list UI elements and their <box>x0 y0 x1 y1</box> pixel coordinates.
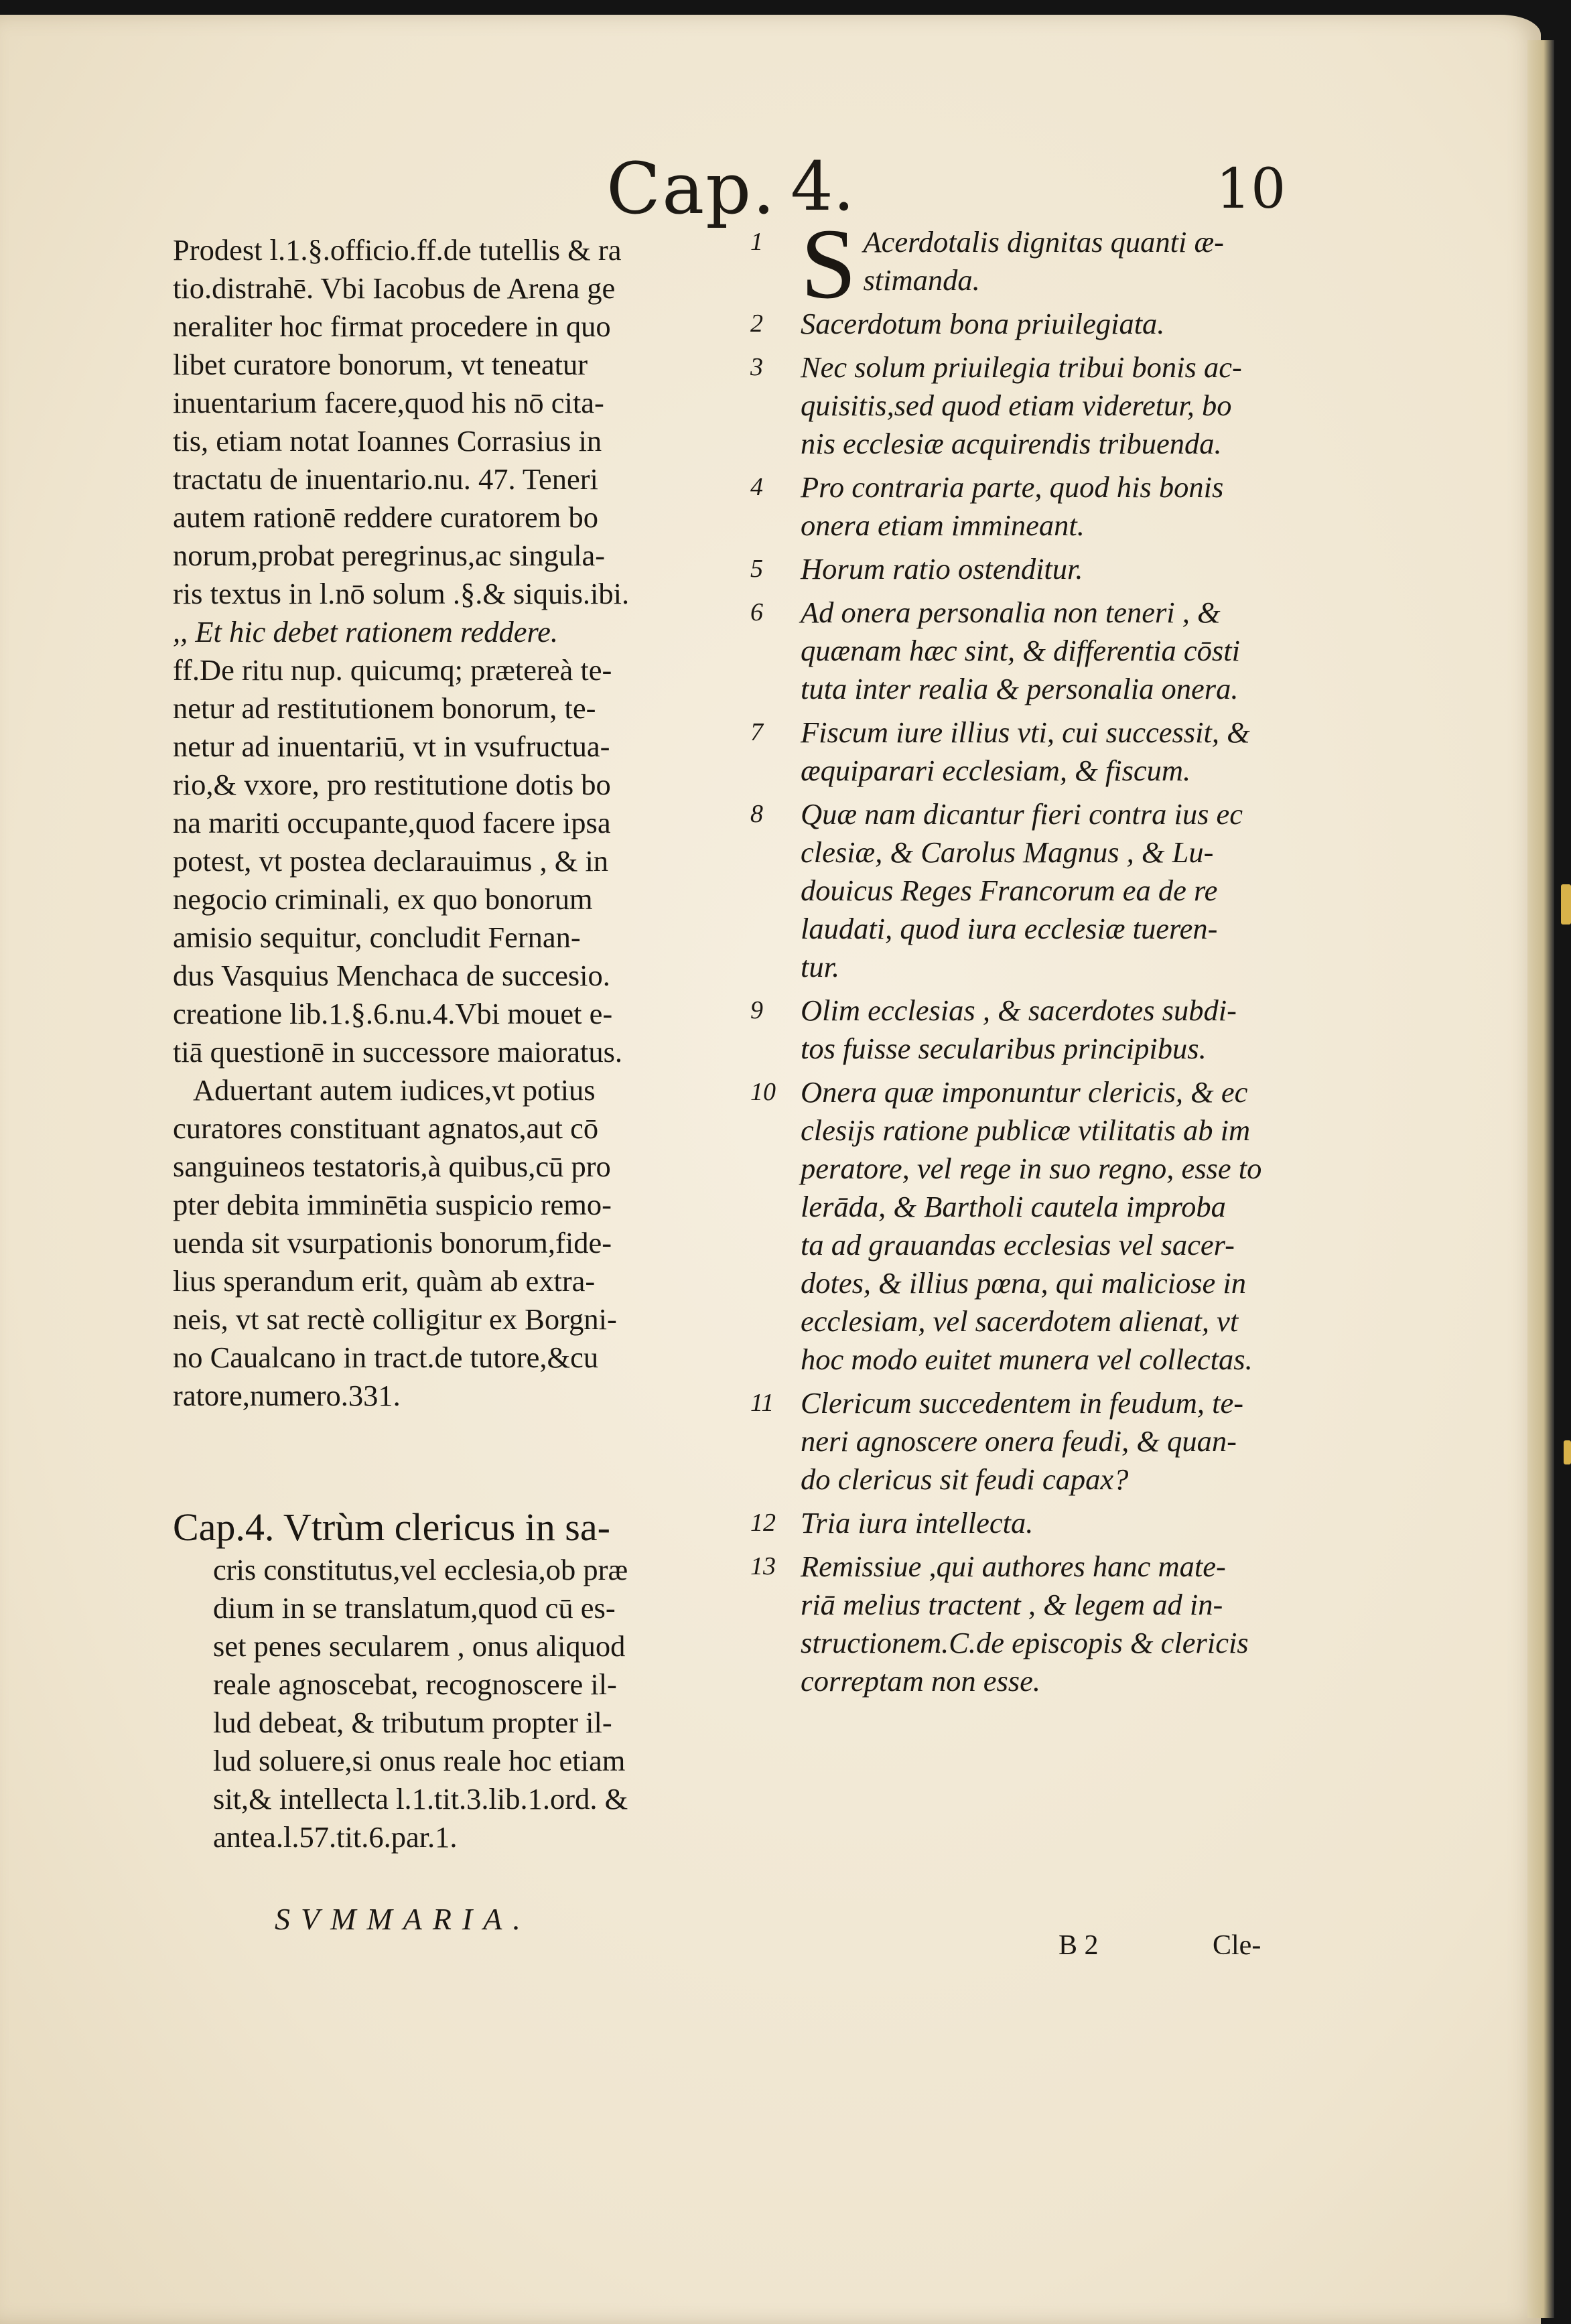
entry-number: 10 <box>750 1078 776 1106</box>
text-line: netur ad restitutionem bonorum, te- <box>173 691 596 725</box>
chapter-text-line: set penes secularem , onus aliquod <box>213 1629 626 1663</box>
text-line: rio,& vxore, pro restitutione dotis bo <box>173 768 611 801</box>
entry-line: lerāda, & Bartholi cautela improba <box>801 1190 1226 1223</box>
chapter-text-line: sit,& intellecta l.1.tit.3.lib.1.ord. & <box>213 1782 628 1816</box>
text-line: ,, Et hic debet rationem reddere. <box>173 615 559 648</box>
summaria-list <box>750 208 1487 1706</box>
chapter-text-line: antea.l.57.tit.6.par.1. <box>213 1820 458 1854</box>
text-line: negocio criminali, ex quo bonorum <box>173 882 593 916</box>
summaria-entry <box>750 348 1487 463</box>
page-edge <box>1527 40 1554 2318</box>
entry-line: Ad onera personalia non teneri , & <box>801 596 1221 629</box>
text-line: curatores constituant agnatos,aut cō <box>173 1111 599 1145</box>
chapter-number: 4. <box>791 147 855 226</box>
entry-line: ecclesiam, vel sacerdotem alienat, vt <box>801 1304 1239 1338</box>
entry-line: Onera quæ imponuntur clericis, & ec <box>801 1075 1248 1109</box>
entry-line: dotes, & illius pœna, qui maliciose in <box>801 1266 1247 1300</box>
entry-number: 6 <box>750 598 763 626</box>
entry-line: Tria iura intellecta. <box>801 1506 1034 1540</box>
summaria-entry <box>750 1384 1487 1499</box>
entry-line: clesijs ratione publicæ vtilitatis ab im <box>801 1113 1251 1147</box>
summaria-entry <box>750 1504 1487 1542</box>
summaria-entry <box>750 594 1487 708</box>
text-line: Aduertant autem iudices,vt potius <box>193 1073 596 1107</box>
entry-line: Quæ nam dicantur fieri contra ius ec <box>801 797 1243 831</box>
text-line: potest, vt postea declarauimus , & in <box>173 844 609 878</box>
text-line: tractatu de inuentario.nu. 47. Teneri <box>173 462 598 496</box>
summaria-entry <box>750 305 1487 343</box>
text-line: tis, etiam notat Ioannes Corrasius in <box>173 424 602 458</box>
text-line: tiā questionē in successore maioratus. <box>173 1035 623 1069</box>
text-line: neraliter hoc firmat procedere in quo <box>173 310 611 343</box>
text-line: inuentarium facere,quod his nō cita- <box>173 386 604 419</box>
entry-number: 12 <box>750 1509 776 1537</box>
summaria-entry <box>750 550 1487 588</box>
entry-number: 9 <box>750 996 763 1024</box>
signature-mark: B 2 <box>1058 1930 1099 1961</box>
entry-number: 1 <box>750 228 763 256</box>
entry-line: structionem.C.de episcopis & clericis <box>801 1626 1249 1659</box>
entry-number: 2 <box>750 310 763 338</box>
running-title: Cap. <box>606 147 776 230</box>
summaria-entry <box>750 795 1487 986</box>
entry-line: Clericum succedentem in feudum, te- <box>801 1386 1244 1420</box>
summaria-entry <box>750 1073 1487 1379</box>
left-column-text <box>173 231 709 1415</box>
text-line: ris textus in l.nō solum .§.& siquis.ibi. <box>173 577 630 610</box>
entry-line: ta ad grauandas ecclesias vel sacer- <box>801 1228 1235 1261</box>
entry-number: 3 <box>750 353 763 381</box>
summaria-entry <box>750 713 1487 790</box>
text-line: creatione lib.1.§.6.nu.4.Vbi mouet e- <box>173 997 613 1030</box>
entry-line: laudati, quod iura ecclesiæ tueren- <box>801 912 1218 945</box>
entry-line: Remissiue ,qui authores hanc mate- <box>801 1550 1226 1583</box>
entry-line: do clericus sit feudi capax? <box>801 1462 1129 1496</box>
entry-line: douicus Reges Francorum ea de re <box>801 874 1218 907</box>
text-line: norum,probat peregrinus,ac singula- <box>173 539 606 572</box>
chapter-text-line: cris constitutus,vel ecclesia,ob præ <box>213 1553 628 1586</box>
text-line: sanguineos testatoris,à quibus,cū pro <box>173 1150 611 1183</box>
text-line: tio.distrahē. Vbi Iacobus de Arena ge <box>173 271 616 305</box>
entry-number: 13 <box>750 1552 776 1580</box>
drop-cap: S <box>801 208 857 320</box>
entry-line: Fiscum iure illius vti, cui successit, & <box>801 715 1250 749</box>
entry-line: Acerdotalis dignitas quanti æ- <box>863 225 1224 259</box>
chapter-text-line: reale agnoscebat, recognoscere il- <box>213 1667 617 1701</box>
entry-line: Sacerdotum bona priuilegiata. <box>801 307 1165 340</box>
text-line: neis, vt sat rectè colligitur ex Borgni- <box>173 1302 617 1336</box>
entry-line: hoc modo euitet munera vel collectas. <box>801 1343 1253 1376</box>
entry-line: quisitis,sed quod etiam videretur, bo <box>801 389 1232 422</box>
summaria-entry <box>750 992 1487 1068</box>
entry-line: riā melius tractent , & legem ad in- <box>801 1588 1223 1621</box>
entry-line: correptam non esse. <box>801 1664 1040 1698</box>
catchword: Cle- <box>1213 1930 1261 1961</box>
page-tab <box>1561 884 1571 925</box>
chapter-heading <box>173 1504 722 1856</box>
entry-number: 8 <box>750 800 763 828</box>
summaria-entry <box>750 208 1487 320</box>
entry-line: tuta inter realia & personalia onera. <box>801 672 1239 705</box>
text-line: na mariti occupante,quod facere ipsa <box>173 806 611 839</box>
text-line: netur ad inuentariū, vt in vsufructua- <box>173 730 610 763</box>
folio-number: 10 <box>1216 157 1286 221</box>
entry-line: æquiparari ecclesiam, & fiscum. <box>801 754 1191 787</box>
text-line: autem rationē reddere curatorem bo <box>173 500 599 534</box>
text-line: no Caualcano in tract.de tutore,&cu <box>173 1341 599 1374</box>
entry-line: neri agnoscere onera feudi, & quan- <box>801 1424 1237 1458</box>
summaria-title: SVMMARIA. <box>275 1902 531 1936</box>
text-line: Prodest l.1.§.officio.ff.de tutellis & ra <box>173 233 622 267</box>
text-line: lius sperandum erit, quàm ab extra- <box>173 1264 596 1298</box>
entry-line: onera etiam immineant. <box>801 508 1085 542</box>
text-line: uenda sit vsurpationis bonorum,fide- <box>173 1226 612 1259</box>
summaria-entry <box>750 468 1487 545</box>
chapter-text-line: lud debeat, & tributum propter il- <box>213 1706 612 1739</box>
text-line: ratore,numero.331. <box>173 1379 401 1412</box>
chapter-text-line: dium in se translatum,quod cū es- <box>213 1591 616 1625</box>
entry-number: 5 <box>750 555 763 583</box>
entry-number: 4 <box>750 473 763 501</box>
entry-line: peratore, vel rege in suo regno, esse to <box>801 1152 1262 1185</box>
entry-line: Horum ratio ostenditur. <box>801 552 1083 586</box>
entry-number: 7 <box>750 718 763 746</box>
entry-line: stimanda. <box>863 263 980 297</box>
text-line: libet curatore bonorum, vt teneatur <box>173 348 588 381</box>
text-line: ff.De ritu nup. quicumq; prætereà te- <box>173 653 612 687</box>
entry-number: 11 <box>750 1389 774 1417</box>
entry-line: Olim ecclesias , & sacerdotes subdi- <box>801 994 1237 1027</box>
entry-line: nis ecclesiæ acquirendis tribuenda. <box>801 427 1222 460</box>
text-line: pter debita imminētia suspicio remo- <box>173 1188 612 1221</box>
entry-line: Pro contraria parte, quod his bonis <box>801 470 1224 504</box>
entry-line: quænam hæc sint, & differentia cōsti <box>801 634 1240 667</box>
chapter-text-line: lud soluere,si onus reale hoc etiam <box>213 1744 626 1777</box>
text-line: dus Vasquius Menchaca de succesio. <box>173 959 610 992</box>
text-line: amisio sequitur, concludit Fernan- <box>173 920 581 954</box>
chapter-title-line: Cap.4. Vtrùm clericus in sa- <box>173 1505 610 1549</box>
summaria-entry <box>750 1548 1487 1700</box>
entry-line: tur. <box>801 950 840 983</box>
entry-line: Nec solum priuilegia tribui bonis ac- <box>801 350 1242 384</box>
entry-line: tos fuisse secularibus principibus. <box>801 1032 1207 1065</box>
page-tab <box>1564 1440 1571 1464</box>
entry-line: clesiæ, & Carolus Magnus , & Lu- <box>801 835 1214 869</box>
